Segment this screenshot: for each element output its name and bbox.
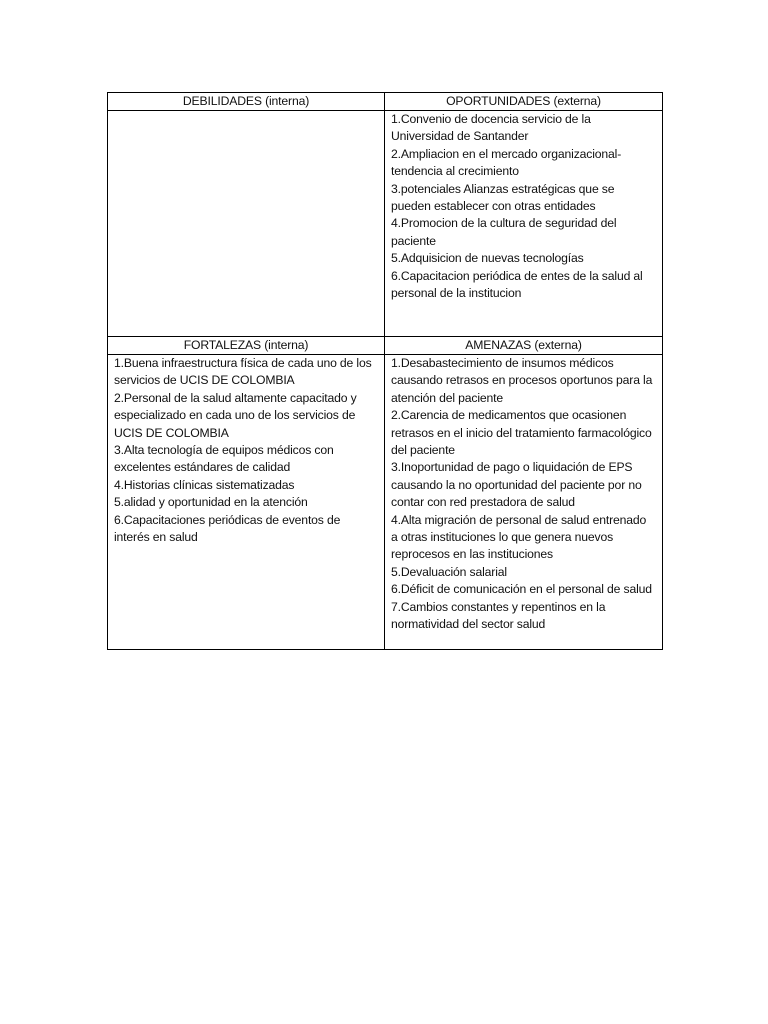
fortalezas-item: 1.Buena infraestructura física de cada uno de los servicios de UCIS DE COLOMBIA (114, 356, 372, 388)
oportunidades-item: 3.potenciales Alianzas estratégicas que se pueden establecer con otras entidades (391, 181, 615, 214)
fortalezas-item: 4.Historias clínicas sistematizadas (114, 477, 295, 492)
fortalezas-item: 5.alidad y oportunidad en la atención (114, 495, 308, 510)
oportunidades-list (391, 111, 656, 302)
amenazas-item: 4.Alta migración de personal de salud entrenado a otras instituciones lo que genera nuevos reprocesos en las instituciones (391, 512, 647, 562)
amenazas-item: 1.Desabastecimiento de insumos médicos causando retrasos en procesos oportunos para la atención del paciente (391, 356, 653, 405)
oportunidades-header: OPORTUNIDADES (externa) (385, 93, 663, 111)
fortalezas-item: 2.Personal de la salud altamente capacitado y especializado en cada uno de los servicios de UCIS DE COLOMBIA (114, 390, 357, 440)
oportunidades-item: 4.Promocion de la cultura de seguridad del paciente (391, 216, 617, 248)
fortalezas-cell (108, 355, 385, 650)
swot-table (107, 92, 663, 650)
fortalezas-header: FORTALEZAS (interna) (108, 337, 385, 355)
fortalezas-list (114, 355, 378, 546)
amenazas-header: AMENAZAS (externa) (385, 337, 663, 355)
oportunidades-item: 2.Ampliacion en el mercado organizacional-tendencia al crecimiento (391, 146, 622, 179)
swot-body-row-top (108, 111, 663, 337)
swot-body-row-bottom (108, 355, 663, 650)
fortalezas-item: 3.Alta tecnología de equipos médicos con excelentes estándares de calidad (114, 443, 334, 475)
debilidades-header: DEBILIDADES (interna) (108, 93, 385, 111)
amenazas-item: 7.Cambios constantes y repentinos en la normatividad del sector salud (391, 599, 606, 632)
amenazas-item: 6.Déficit de comunicación en el personal de salud (391, 582, 652, 597)
oportunidades-cell (385, 111, 663, 337)
swot-header-row-bottom (108, 337, 663, 355)
oportunidades-item: 6.Capacitacion periódica de entes de la salud al personal de la institucion (391, 268, 643, 301)
amenazas-item: 2.Carencia de medicamentos que ocasionen retrasos en el inicio del tratamiento farmacológico del paciente (391, 408, 652, 458)
fortalezas-item: 6.Capacitaciones periódicas de eventos de interés en salud (114, 512, 341, 545)
amenazas-item: 3.Inoportunidad de pago o liquidación de EPS causando la no oportunidad del paciente por no contar con red prestadora de salud (391, 460, 642, 510)
amenazas-item: 5.Devaluación salarial (391, 564, 507, 579)
oportunidades-item: 5.Adquisicion de nuevas tecnologías (391, 251, 584, 266)
debilidades-cell (108, 111, 385, 337)
amenazas-list (391, 355, 656, 634)
amenazas-cell (385, 355, 663, 650)
swot-header-row-top (108, 93, 663, 111)
oportunidades-item: 1.Convenio de docencia servicio de la Universidad de Santander (391, 112, 591, 144)
